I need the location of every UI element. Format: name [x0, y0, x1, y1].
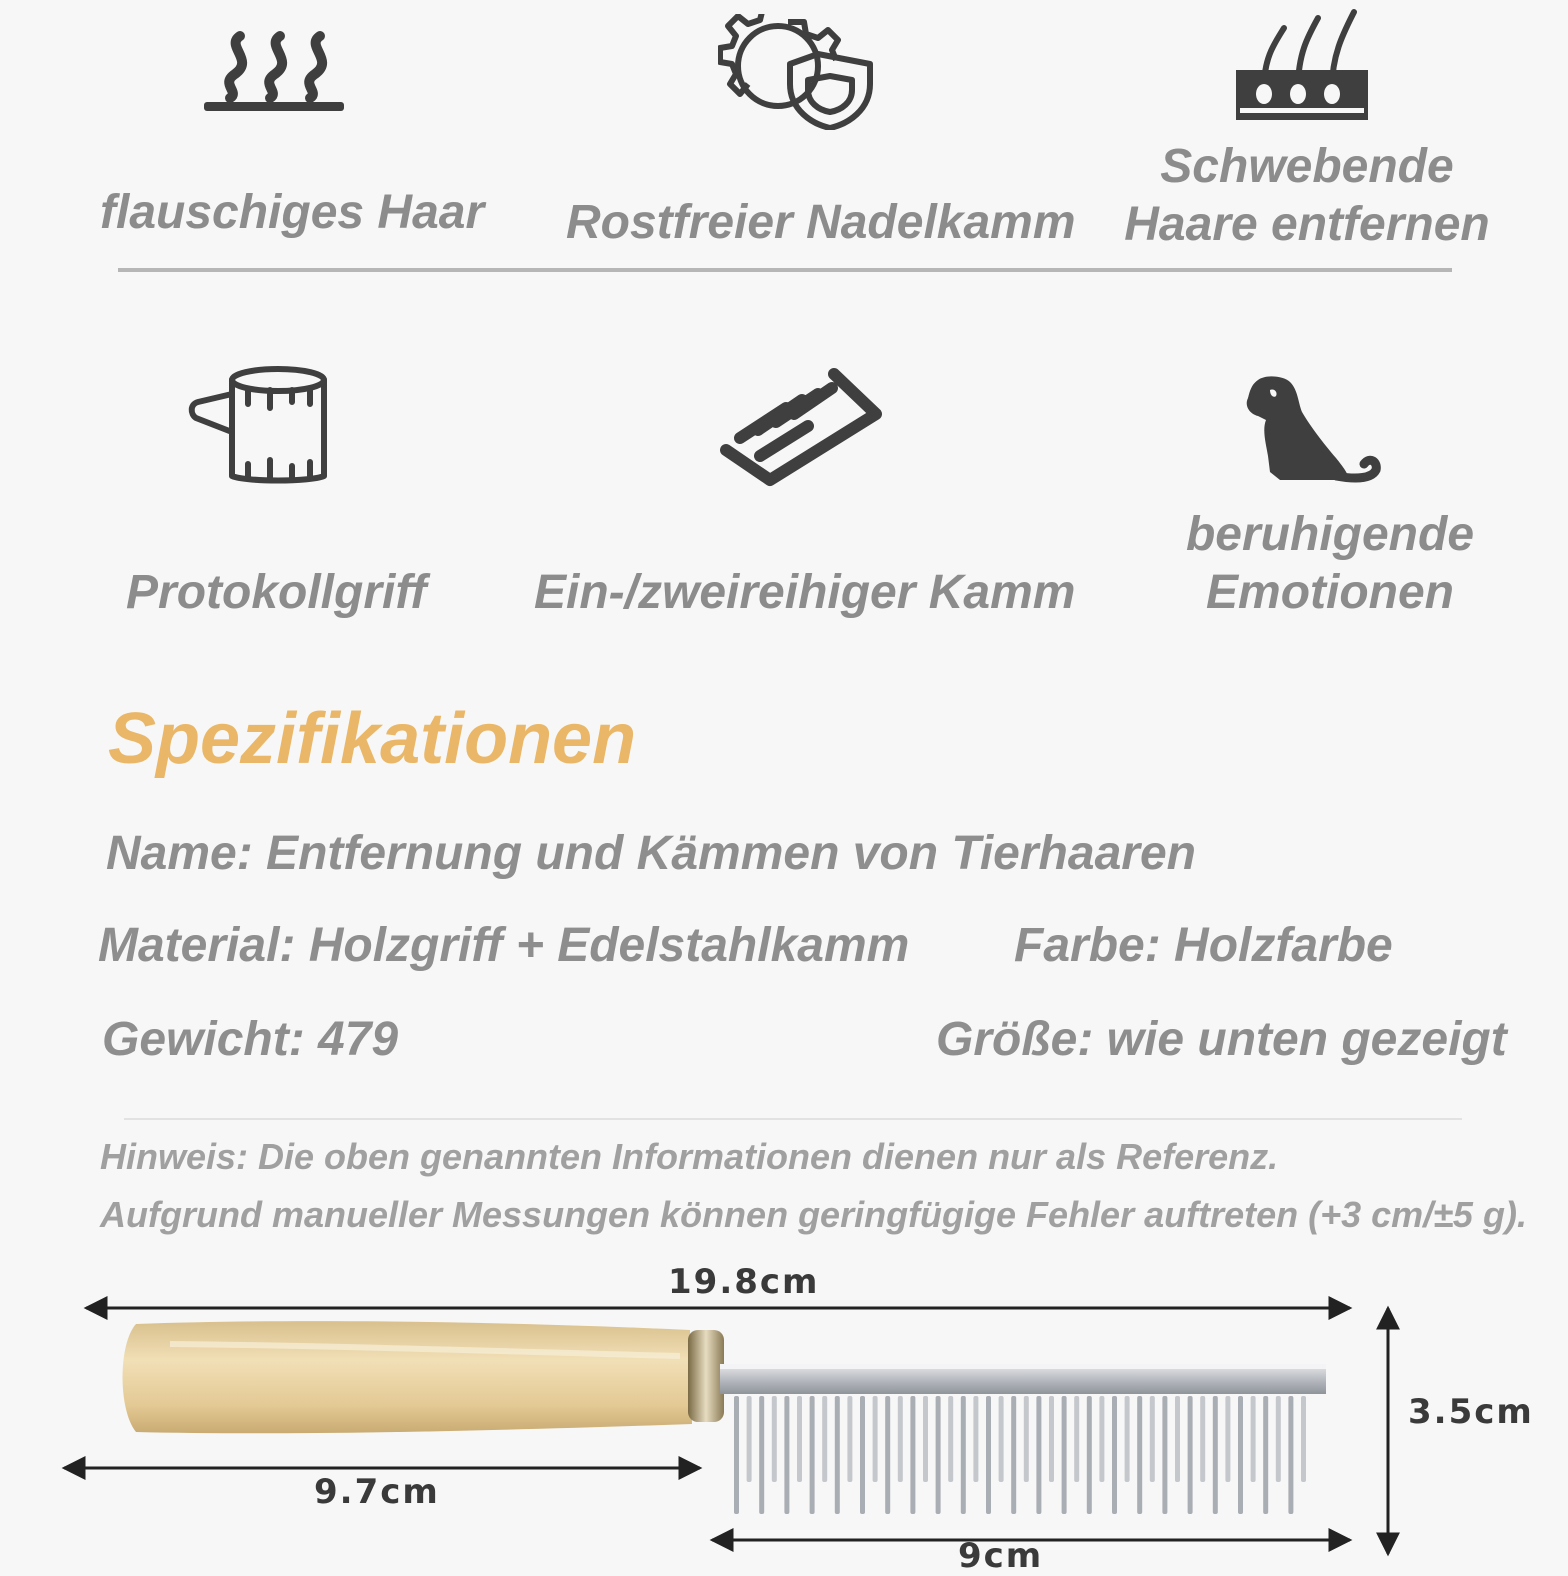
comb-tooth [1112, 1396, 1117, 1514]
comb-tooth [961, 1396, 966, 1514]
comb-tooth [734, 1396, 739, 1514]
metal-ferrule [688, 1330, 724, 1422]
comb-tooth [747, 1396, 752, 1482]
comb-tooth [810, 1396, 815, 1514]
comb-tooth [1099, 1396, 1104, 1482]
feature-label-line: Haare entfernen [1124, 198, 1490, 251]
gear-shield-icon [718, 14, 878, 130]
comb-icon [716, 364, 886, 488]
comb-tooth [1238, 1396, 1243, 1514]
height-label: 3.5cm [1408, 1392, 1534, 1432]
section-divider [118, 268, 1452, 272]
total-length-label: 19.8cm [668, 1262, 820, 1302]
comb-tooth [835, 1396, 840, 1514]
feature-label-line: beruhigende [1185, 508, 1475, 561]
note-divider [124, 1118, 1462, 1120]
comb-tooth [898, 1396, 903, 1482]
spec-heading: Spezifikationen [108, 699, 637, 779]
feature-label-comb-rows: Ein-/zweireihiger Kamm [534, 566, 1076, 619]
comb-tooth [948, 1396, 953, 1482]
spec-color: Farbe: Holzfarbe [1014, 919, 1393, 972]
comb-tooth [1137, 1396, 1142, 1514]
note-line-2: Aufgrund manueller Messungen können geringfügige Fehler auftreten (+3 cm/±5 g). [100, 1194, 1527, 1235]
comb-tooth [1150, 1396, 1155, 1482]
comb-tooth [885, 1396, 890, 1514]
comb-tooth [910, 1396, 915, 1514]
comb-tooth [1175, 1396, 1180, 1482]
feature-label-line: Emotionen [1206, 566, 1454, 619]
hair-follicle-icon [1232, 8, 1372, 124]
comb-tooth [1062, 1396, 1067, 1514]
handle-length-label: 9.7cm [314, 1472, 440, 1512]
comb-tooth [797, 1396, 802, 1482]
comb-product-diagram [0, 1260, 1568, 1568]
comb-teeth [734, 1396, 1306, 1514]
spec-weight: Gewicht: 479 [102, 1013, 399, 1066]
comb-tooth [1301, 1396, 1306, 1482]
spec-material: Material: Holzgriff + Edelstahlkamm [98, 919, 910, 972]
comb-tooth [1024, 1396, 1029, 1482]
comb-tooth [999, 1396, 1004, 1482]
comb-tooth [1188, 1396, 1193, 1514]
comb-length-label: 9cm [958, 1536, 1044, 1576]
comb-tooth [1074, 1396, 1079, 1482]
comb-tooth [822, 1396, 827, 1482]
comb-tooth [847, 1396, 852, 1482]
comb-tooth [1276, 1396, 1281, 1482]
comb-tooth [973, 1396, 978, 1482]
comb-tooth [1162, 1396, 1167, 1514]
comb-tooth [1011, 1396, 1016, 1514]
comb-tooth [923, 1396, 928, 1482]
comb-tooth [873, 1396, 878, 1482]
comb-tooth [1036, 1396, 1041, 1514]
comb-tooth [759, 1396, 764, 1514]
comb-tooth [1225, 1396, 1230, 1482]
feature-label-fluffy-hair: flauschiges Haar [100, 186, 485, 239]
comb-tooth [936, 1396, 941, 1514]
wooden-handle [123, 1321, 693, 1433]
comb-tooth [1288, 1396, 1293, 1514]
log-stump-icon [186, 364, 332, 486]
spec-name: Name: Entfernung und Kämmen von Tierhaaren [106, 827, 1196, 880]
comb-tooth [1049, 1396, 1054, 1482]
feature-label-log-handle: Protokollgriff [126, 566, 427, 619]
comb-tooth [1263, 1396, 1268, 1514]
sitting-dog-icon [1240, 372, 1386, 486]
feature-label-line: Schwebende [1160, 140, 1454, 193]
feature-label-stainless-comb: Rostfreier Nadelkamm [566, 196, 1076, 249]
steam-waves-icon [200, 28, 350, 118]
comb-tooth [1087, 1396, 1092, 1514]
spec-size: Größe: wie unten gezeigt [936, 1013, 1507, 1066]
comb-tooth [772, 1396, 777, 1482]
comb-tooth [1213, 1396, 1218, 1514]
comb-tooth [1125, 1396, 1130, 1482]
feature-label-floating-hair [1122, 138, 1492, 254]
comb-tooth [784, 1396, 789, 1514]
comb-tooth [1200, 1396, 1205, 1482]
comb-tooth [1251, 1396, 1256, 1482]
comb-tooth [986, 1396, 991, 1514]
comb-tooth [860, 1396, 865, 1514]
note-line-1: Hinweis: Die oben genannten Informationen dienen nur als Referenz. [100, 1136, 1279, 1177]
feature-label-calming [1150, 506, 1510, 622]
